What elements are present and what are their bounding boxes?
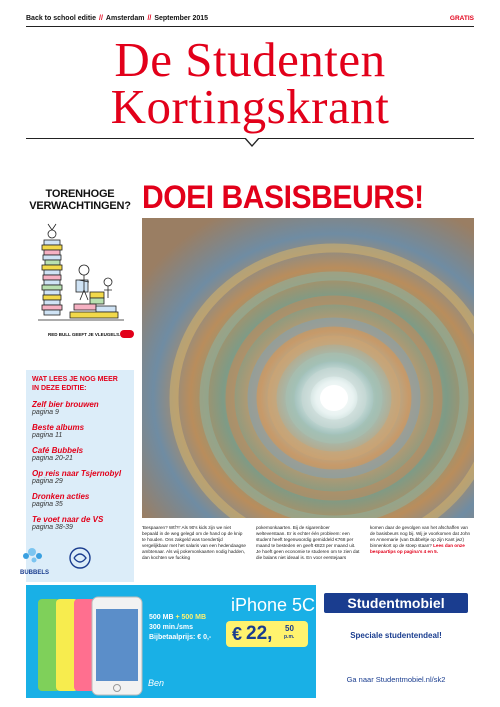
money-tunnel-photo: [142, 218, 474, 518]
sidebar-heading: [32, 375, 128, 393]
masthead-line-2: Kortingskrant: [110, 79, 390, 134]
price-main: 22,: [246, 623, 273, 644]
bubbels-logo-icon: [20, 548, 49, 576]
brand-logo-icon: [70, 548, 90, 568]
article-column-3-text: komen daar de gevolgen van het afschaffen van de basisbeurs nog bij. Wij je voorkomen dat John en Annemarie (van Dubbeltje op zijn Kant jwz) binnenkort op de stoep staan?: [370, 525, 471, 548]
data-bundle: 500 MB: [149, 614, 174, 621]
bubbels-logo-text: BUBBELS: [20, 570, 50, 576]
sidebar-heading-line-1: WAT LEES JE NOG MEER: [32, 376, 118, 383]
sidebar-heading-line-2: IN DEZE EDITIE:: [32, 385, 87, 392]
separator: //: [147, 14, 152, 22]
city-label: Amsterdam: [105, 14, 145, 22]
promo-title-line-1: TORENHOGE: [45, 188, 115, 200]
ben-logo: Ben: [148, 678, 165, 688]
plan-details: [149, 613, 223, 643]
masthead-caret-icon: [244, 138, 260, 147]
book-tower-illustration: [34, 220, 128, 328]
article-column-1: 'Bespaaren? Wtf?!' Als 90's kids zijn we niet bepaald in de weg gelegd om de hand op de knip te houden. Ons zakgeld was toendertijd vergelijkbaar met het salaris van een hedendaagse ambtenaar. Als wij pokemonkaarten nodig hadden, dan kochten we fucking: [142, 525, 246, 560]
top-bar: [26, 10, 474, 26]
sidebar-item-page: pagina 9: [32, 409, 59, 416]
edition-label: Back to school editie: [26, 14, 97, 22]
product-name: iPhone 5C: [231, 595, 316, 615]
sidebar-item-title: Te voet naar de VS: [32, 515, 104, 524]
minutes-line: 300 min./sms: [149, 624, 193, 631]
sidebar-item-title: Dronken acties: [32, 492, 90, 501]
bespaartips-link[interactable]: Lees dan onze bespaartips op pagina's 4 en 5.: [370, 543, 465, 554]
deal-text: Speciale studentendeal!: [350, 631, 442, 640]
separator: //: [99, 14, 103, 22]
studentmobiel-link[interactable]: Ga naar Studentmobiel.nl/sk2: [346, 675, 446, 684]
price-currency: €: [232, 624, 243, 644]
date-label: September 2015: [154, 14, 209, 22]
sidebar-item-title: Beste albums: [32, 423, 85, 432]
promo-caption: RED BULL GEEFT JE VLEUGELS.: [48, 332, 121, 337]
sidebar-item-page: pagina 29: [32, 478, 63, 485]
sidebar-item-page: pagina 11: [32, 432, 63, 439]
sidebar-item-dronken[interactable]: [32, 492, 128, 509]
sidebar-item-page: pagina 35: [32, 501, 63, 508]
article-column-2: pokemonkaarten. Bij de sigarenboer welteverstaan. Er is echter één probleem: een student heeft tegenwoordig gemiddeld €768 per maand te besteden en geeft €823 per maand uit. Je hoeft geen economie te studeren om te zien dat die balans niet ideaal is. En voor eerstejaars: [256, 525, 360, 560]
studentmobiel-ad[interactable]: [26, 585, 474, 698]
extra-price-line: Bijbetaalprijs: € 0,-: [149, 634, 212, 641]
data-bonus: + 500 MB: [175, 614, 207, 621]
red-bull-promo: [28, 188, 132, 358]
studentmobiel-logo: Studentmobiel: [324, 593, 468, 613]
sidebar-item-cafe[interactable]: [32, 446, 128, 463]
promo-title: [28, 188, 132, 212]
article-column-3: [370, 525, 474, 581]
data-bundle-line: [149, 613, 223, 623]
sidebar-item-bier[interactable]: [32, 400, 128, 417]
gratis-label: GRATIS: [449, 14, 474, 22]
price-tag: [226, 621, 308, 647]
price-cents: 50: [285, 624, 294, 633]
top-rule: [26, 26, 474, 27]
lead-article: [142, 525, 474, 581]
masthead-line-1: De Studenten: [114, 32, 386, 87]
sidebar-item-albums[interactable]: [32, 423, 128, 440]
sidebar-item-title: Op reis naar Tsjernobyl: [32, 469, 122, 478]
sidebar-logos: [12, 530, 112, 580]
red-bull-logo-icon: [120, 330, 134, 338]
sidebar-item-tsjernobyl[interactable]: [32, 469, 128, 486]
headline: DOEI BASISBEURS!: [142, 179, 424, 215]
promo-title-line-2: VERWACHTINGEN?: [29, 200, 131, 212]
masthead: [26, 32, 474, 134]
iphone-5c-phones-image: [34, 589, 146, 698]
price-unit: p.m.: [284, 634, 295, 640]
sidebar-item-title: Zelf bier brouwen: [32, 400, 99, 409]
studentmobiel-panel: [316, 585, 474, 698]
sidebar-item-title: Café Bubbels: [32, 446, 84, 455]
sidebar-item-page: pagina 20-21: [32, 455, 73, 462]
sidebar-item-page: pagina 38-39: [32, 524, 73, 531]
